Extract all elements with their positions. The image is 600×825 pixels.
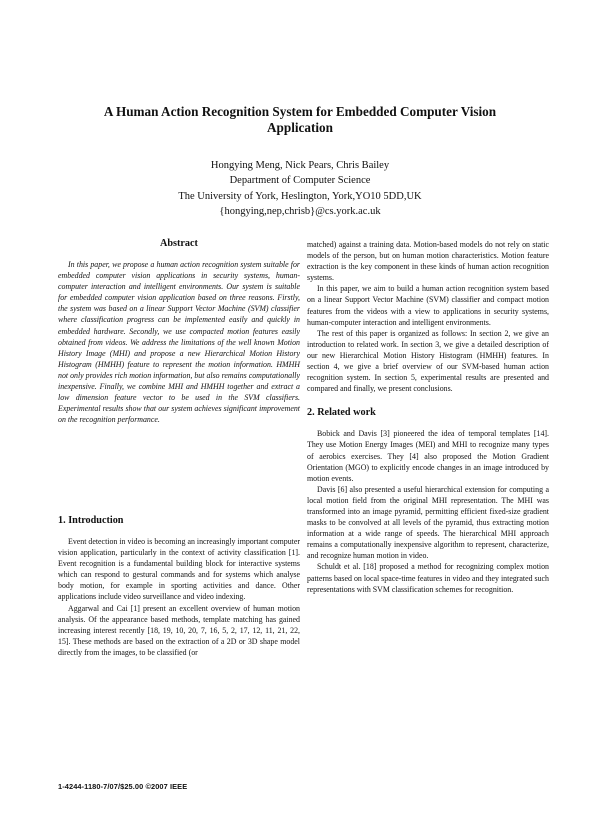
introduction-heading: 1. Introduction: [58, 515, 124, 526]
abstract-text: In this paper, we propose a human action recognition system suitable for embedded computer vision applications in security systems, human-computer interaction and intelligent environments. Our system is suitable for embedded computer vision application based on three reasons. Firstly, the system was based on a linear Support Vector Machine (SVM) classifier where classification progress can be implemented easily and quickly in embedded hardware. Secondly, we use compacted motion features easily obtained from videos. We address the limitations of the well known Motion History Image (MHI) and propose a new Hierarchical Motion History Histogram (HMHH) feature to represent the motion information. HMHH not only provides rich motion information, but also remains computationally inexpensive. Finally, we combine MHI and HMHH together and extract a low dimension feature vector to be used in the SVM classifiers. Experimental results show that our system achieves significant improvement on the recognition performance.: [58, 260, 300, 425]
abstract-heading: Abstract: [160, 238, 198, 249]
introduction-section: [58, 515, 300, 658]
introduction-paragraph: In this paper, we aim to build a human action recognition system based on a linear Support Vector Machine (SVM) classifier and compact motion features from the videos with a view to applications in security systems, human-computer interaction and intelligent environments.: [307, 284, 549, 327]
related-work-paragraph: Davis [6] also presented a useful hierarchical extension for computing a local motion field from the original MHI representation. The MHI was transformed into an image pyramid, permitting efficient fixed-size gradient masks to be convolved at all levels of the pyramid, thus extracting motion information at a wide range of speeds. The hierarchical MHI approach remains a computationally inexpensive algorithm to represent, characterize, and recognize human motion in video.: [307, 484, 549, 561]
right-column: [307, 239, 549, 595]
related-work-paragraph: Bobick and Davis [3] pioneered the idea of temporal templates [14]. They use Motion Energy Images (MEI) and MHI to recognize many types of aerobics exercises. They [4] also proposed the Motion Gradient Orientation (MGO) to explicitly encode changes in an image introduced by motion events.: [307, 429, 549, 483]
introduction-paragraph: The rest of this paper is organized as follows: In section 2, we give an introduction to related work. In section 3, we give a detailed description of our new Hierarchical Motion History Histogram (HMHH) features. In section 4, we give a brief overview of our SVM-based human action recognition system. In section 5, experimental results are presented and compared and finally, we present conclusions.: [307, 328, 549, 394]
related-work-heading: 2. Related work: [307, 407, 376, 419]
introduction-paragraph: Event detection in video is becoming an increasingly important computer vision application, particularly in the context of activity classification [1]. Event recognition is a fundamental building block for interactive systems which can respond to gestural commands and for systems which analyse body motion, for example in sporting activities and dance. Other applications include video surveillance and video indexing.: [58, 537, 300, 602]
author-names: Hongying Meng, Nick Pears, Chris Bailey: [210, 160, 390, 171]
related-work-paragraph: Schuldt et al. [18] proposed a method for recognizing complex motion patterns based on local space-time features in video and they integrated such representations with SVM classification schemes for recognition.: [307, 562, 549, 594]
title-line-2: Application: [267, 120, 333, 135]
paper-title: [60, 104, 540, 136]
abstract-body: [58, 259, 300, 425]
introduction-paragraph: Aggarwal and Cai [1] present an excellent overview of human motion analysis. Of the appearance based methods, template matching has gained increasing interest recently [18, 19, 10, 20, 7, 16, 5, 2, 17, 12, 11, 21, 22, 15]. These methods are based on the extraction of a 2D or 3D shape model directly from the images, to be classified (or: [58, 603, 300, 657]
title-line-1: A Human Action Recognition System for Embedded Computer Vision: [103, 104, 497, 119]
left-column: [58, 238, 300, 657]
author-affiliation: The University of York, Heslington, York,YO10 5DD,UK: [178, 190, 422, 202]
author-email: {hongying,nep,chrisb}@cs.york.ac.uk: [219, 206, 381, 218]
author-block: [100, 158, 500, 220]
author-department: Department of Computer Science: [229, 175, 371, 187]
introduction-continued-paragraph: matched) against a training data. Motion-based models do not rely on static models of the person, but on human motion characteristics. Motion feature extraction is the key component in these kinds of human action recognition systems.: [307, 240, 549, 283]
copyright-footer: 1-4244-1180-7/07/$25.00 ©2007 IEEE: [58, 782, 188, 791]
